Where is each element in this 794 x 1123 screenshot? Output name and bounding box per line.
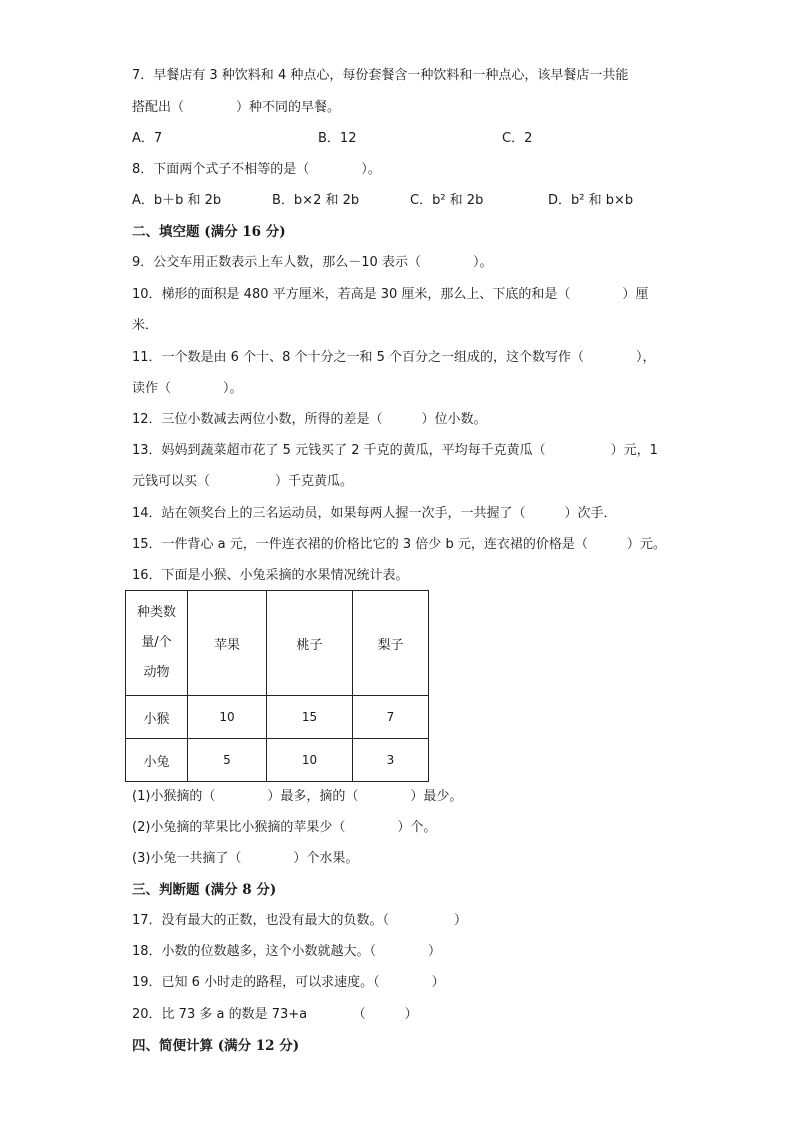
q10-line2: 米． — [132, 318, 159, 333]
cell-rabbit-pear: 3 — [353, 739, 429, 782]
header-peach: 桃子 — [267, 591, 353, 696]
q11-line2: 读作（ ）。 — [132, 381, 243, 396]
q11-line1: 11．一个数是由 6 个十、8 个十分之一和 5 个百分之一组成的，这个数写作（ ）， — [132, 350, 656, 365]
section-heading-judgement: 三、判断题 (满分 8 分) — [132, 882, 277, 898]
section-heading-fill-in: 二、填空题 (满分 16 分) — [132, 224, 286, 240]
q7-option-c: C．2 — [502, 131, 533, 146]
q8-option-c: C．b² 和 2b — [410, 193, 484, 208]
q20: 20．比 73 多 a 的数是 73+a （ ） — [132, 1007, 418, 1022]
table-header-row — [126, 591, 429, 696]
cell-monkey-peach: 15 — [267, 696, 353, 739]
header-apple: 苹果 — [188, 591, 267, 696]
q16-stem: 16．下面是小猴、小兔采摘的水果情况统计表。 — [132, 568, 409, 583]
q13-line1: 13．妈妈到蔬菜超市花了 5 元钱买了 2 千克的黄瓜，平均每千克黄瓜（ ）元，1 — [132, 443, 658, 458]
q8-option-d: D．b² 和 b×b — [548, 193, 634, 208]
q12: 12．三位小数减去两位小数，所得的差是（ ）位小数。 — [132, 412, 487, 427]
fruit-table — [125, 590, 429, 782]
table-row — [126, 696, 429, 739]
q8-option-b: B．b×2 和 2b — [272, 193, 360, 208]
header-pear: 梨子 — [353, 591, 429, 696]
q7-option-b: B．12 — [318, 131, 357, 146]
q10-line1: 10．梯形的面积是 480 平方厘米，若高是 30 厘米，那么上、下底的和是（ ）厘 — [132, 287, 649, 302]
q16-sub1: (1)小猴摘的（ ）最多，摘的（ ）最少。 — [132, 789, 463, 804]
cell-monkey-pear: 7 — [353, 696, 429, 739]
row-label-rabbit: 小兔 — [126, 739, 188, 782]
q17: 17．没有最大的正数，也没有最大的负数。（ ） — [132, 913, 468, 928]
q19: 19．已知 6 小时走的路程，可以求速度。（ ） — [132, 975, 445, 990]
q15: 15．一件背心 a 元，一件连衣裙的价格比它的 3 倍少 b 元，连衣裙的价格是（ ）元。 — [132, 537, 666, 552]
q8-option-a: A．b＋b 和 2b — [132, 193, 222, 208]
q8-stem: 8．下面两个式子不相等的是（ ）。 — [132, 162, 381, 177]
corner-line-1: 种类数 — [136, 605, 176, 620]
corner-line-3: 动物 — [143, 665, 170, 680]
q16-sub2: (2)小兔摘的苹果比小猴摘的苹果少（ ）个。 — [132, 820, 437, 835]
q7-line2: 搭配出（ ）种不同的早餐。 — [132, 100, 341, 115]
cell-rabbit-peach: 10 — [267, 739, 353, 782]
cell-monkey-apple: 10 — [188, 696, 267, 739]
q7-line1: 7．早餐店有 3 种饮料和 4 种点心，每份套餐含一种饮料和一种点心，该早餐店一共能 — [132, 68, 629, 83]
q9: 9．公交车用正数表示上车人数，那么－10 表示（ ）。 — [132, 255, 493, 270]
cell-rabbit-apple: 5 — [188, 739, 267, 782]
q7-option-a: A．7 — [132, 131, 163, 146]
row-label-monkey: 小猴 — [126, 696, 188, 739]
corner-cell — [126, 591, 188, 696]
q18: 18．小数的位数越多，这个小数就越大。（ ） — [132, 944, 442, 959]
q13-line2: 元钱可以买（ ）千克黄瓜。 — [132, 474, 354, 489]
q16-sub3: (3)小兔一共摘了（ ）个水果。 — [132, 851, 359, 866]
table-row — [126, 739, 429, 782]
corner-line-2: 量/个 — [141, 635, 172, 650]
q14: 14．站在领奖台上的三名运动员，如果每两人握一次手，一共握了（ ）次手． — [132, 506, 617, 521]
section-heading-calculation: 四、简便计算 (满分 12 分) — [132, 1038, 300, 1054]
